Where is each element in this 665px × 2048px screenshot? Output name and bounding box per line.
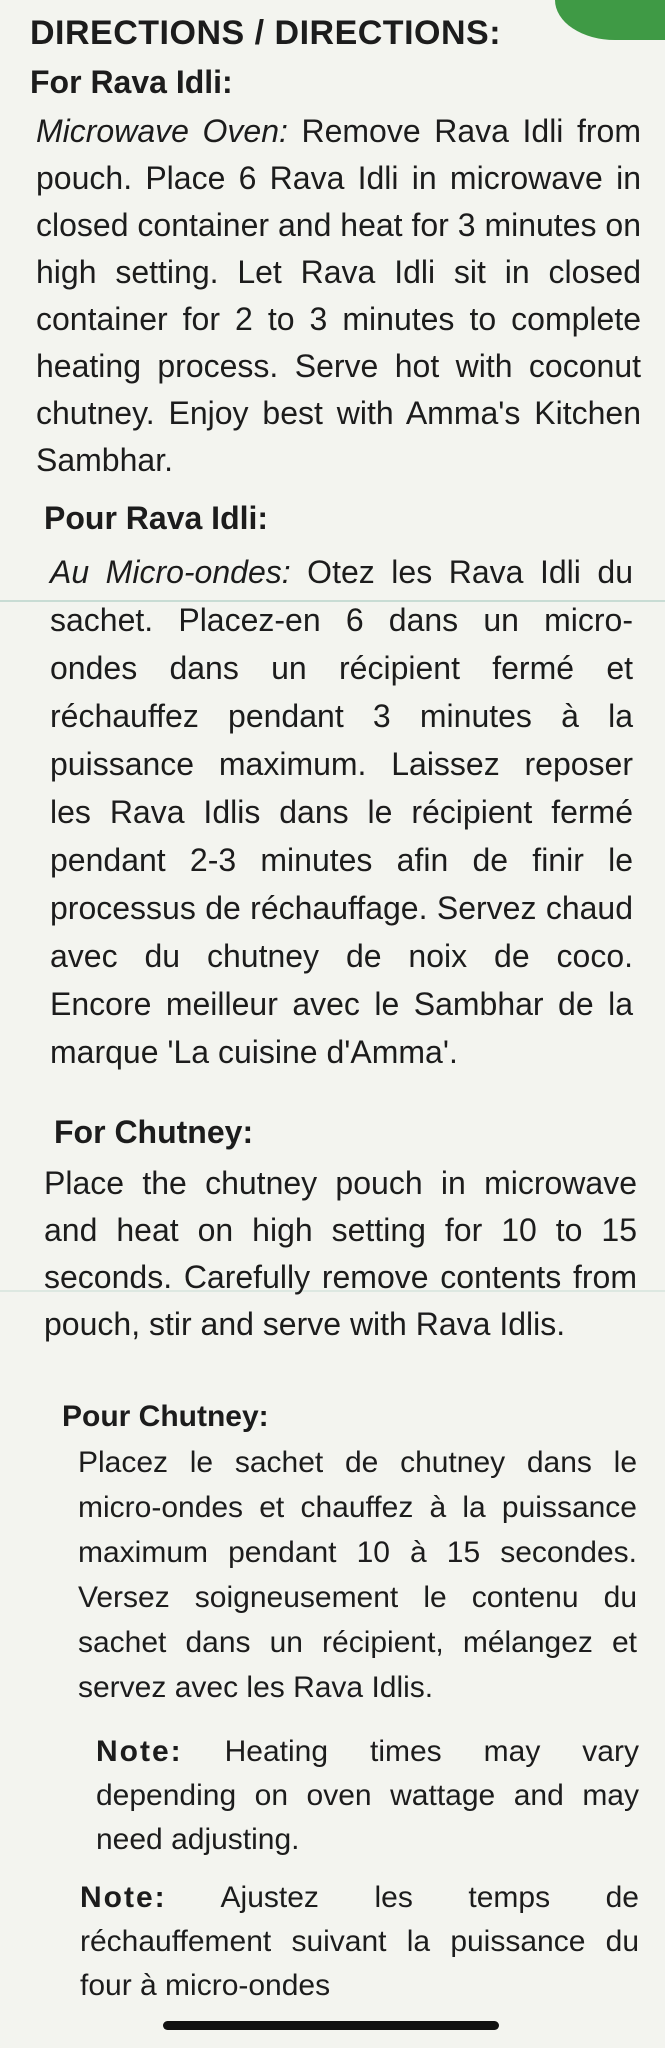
- home-indicator[interactable]: [163, 2021, 499, 2030]
- micro-ondes-label: Au Micro-ondes:: [50, 554, 291, 590]
- rava-idli-fr-body: Otez les Rava Idli du sachet. Placez-en 6 dans un micro-ondes dans un récipient fermé et réchauffez pendant 3 minutes à la puissance maximum. Laissez reposer les Rava Idlis dans le récipient fermé pendant 2-3 minutes afin de finir le processus de réchauffage. Servez chaud avec du chutney de noix de coco. Encore meilleur avec le Sambhar de la marque 'La cuisine d'Amma'.: [50, 554, 634, 1070]
- directions-title: DIRECTIONS / DIRECTIONS:: [30, 14, 502, 52]
- chutney-en-text: Place the chutney pouch in microwave and heat on high setting for 10 to 15 seconds. Carefully remove contents from pouch, stir and serve with Rava Idlis.: [44, 1165, 637, 1342]
- rava-idli-fr-heading: Pour Rava Idli:: [44, 500, 269, 536]
- note-fr-text: Ajustez les temps de réchauffement suivant la puissance du four à micro-ondes: [80, 1881, 639, 2002]
- chutney-en-heading: For Chutney:: [54, 1114, 254, 1150]
- note-fr-label: Note:: [80, 1881, 167, 1914]
- note-en-text: Heating times may vary depending on oven wattage and may need adjusting.: [96, 1735, 639, 1856]
- note-en-label: Note:: [96, 1735, 183, 1768]
- rava-idli-en-body: Remove Rava Idli from pouch. Place 6 Rava Idli in microwave in closed container and heat for 3 minutes on high setting. Let Rava Idli sit in closed container for 2 to 3 minutes to complete heating process. Serve hot with coconut chutney. Enjoy best with Amma's Kitchen Sambhar.: [36, 113, 642, 478]
- chutney-fr-heading: Pour Chutney:: [62, 1400, 269, 1433]
- note-en: [96, 1730, 639, 1862]
- note-fr: [80, 1876, 639, 2008]
- rava-idli-fr-text: [50, 548, 633, 1076]
- chutney-fr-text: Placez le sachet de chutney dans le micro-ondes et chauffez à la puissance maximum pendant 10 à 15 secondes. Versez soigneusement le contenu du sachet dans un récipient, mélangez et servez avec les Rava Idlis.: [78, 1446, 637, 1704]
- rava-idli-en-text: [36, 108, 641, 484]
- microwave-oven-label: Microwave Oven:: [36, 113, 288, 149]
- rava-idli-en-heading: For Rava Idli:: [30, 64, 233, 100]
